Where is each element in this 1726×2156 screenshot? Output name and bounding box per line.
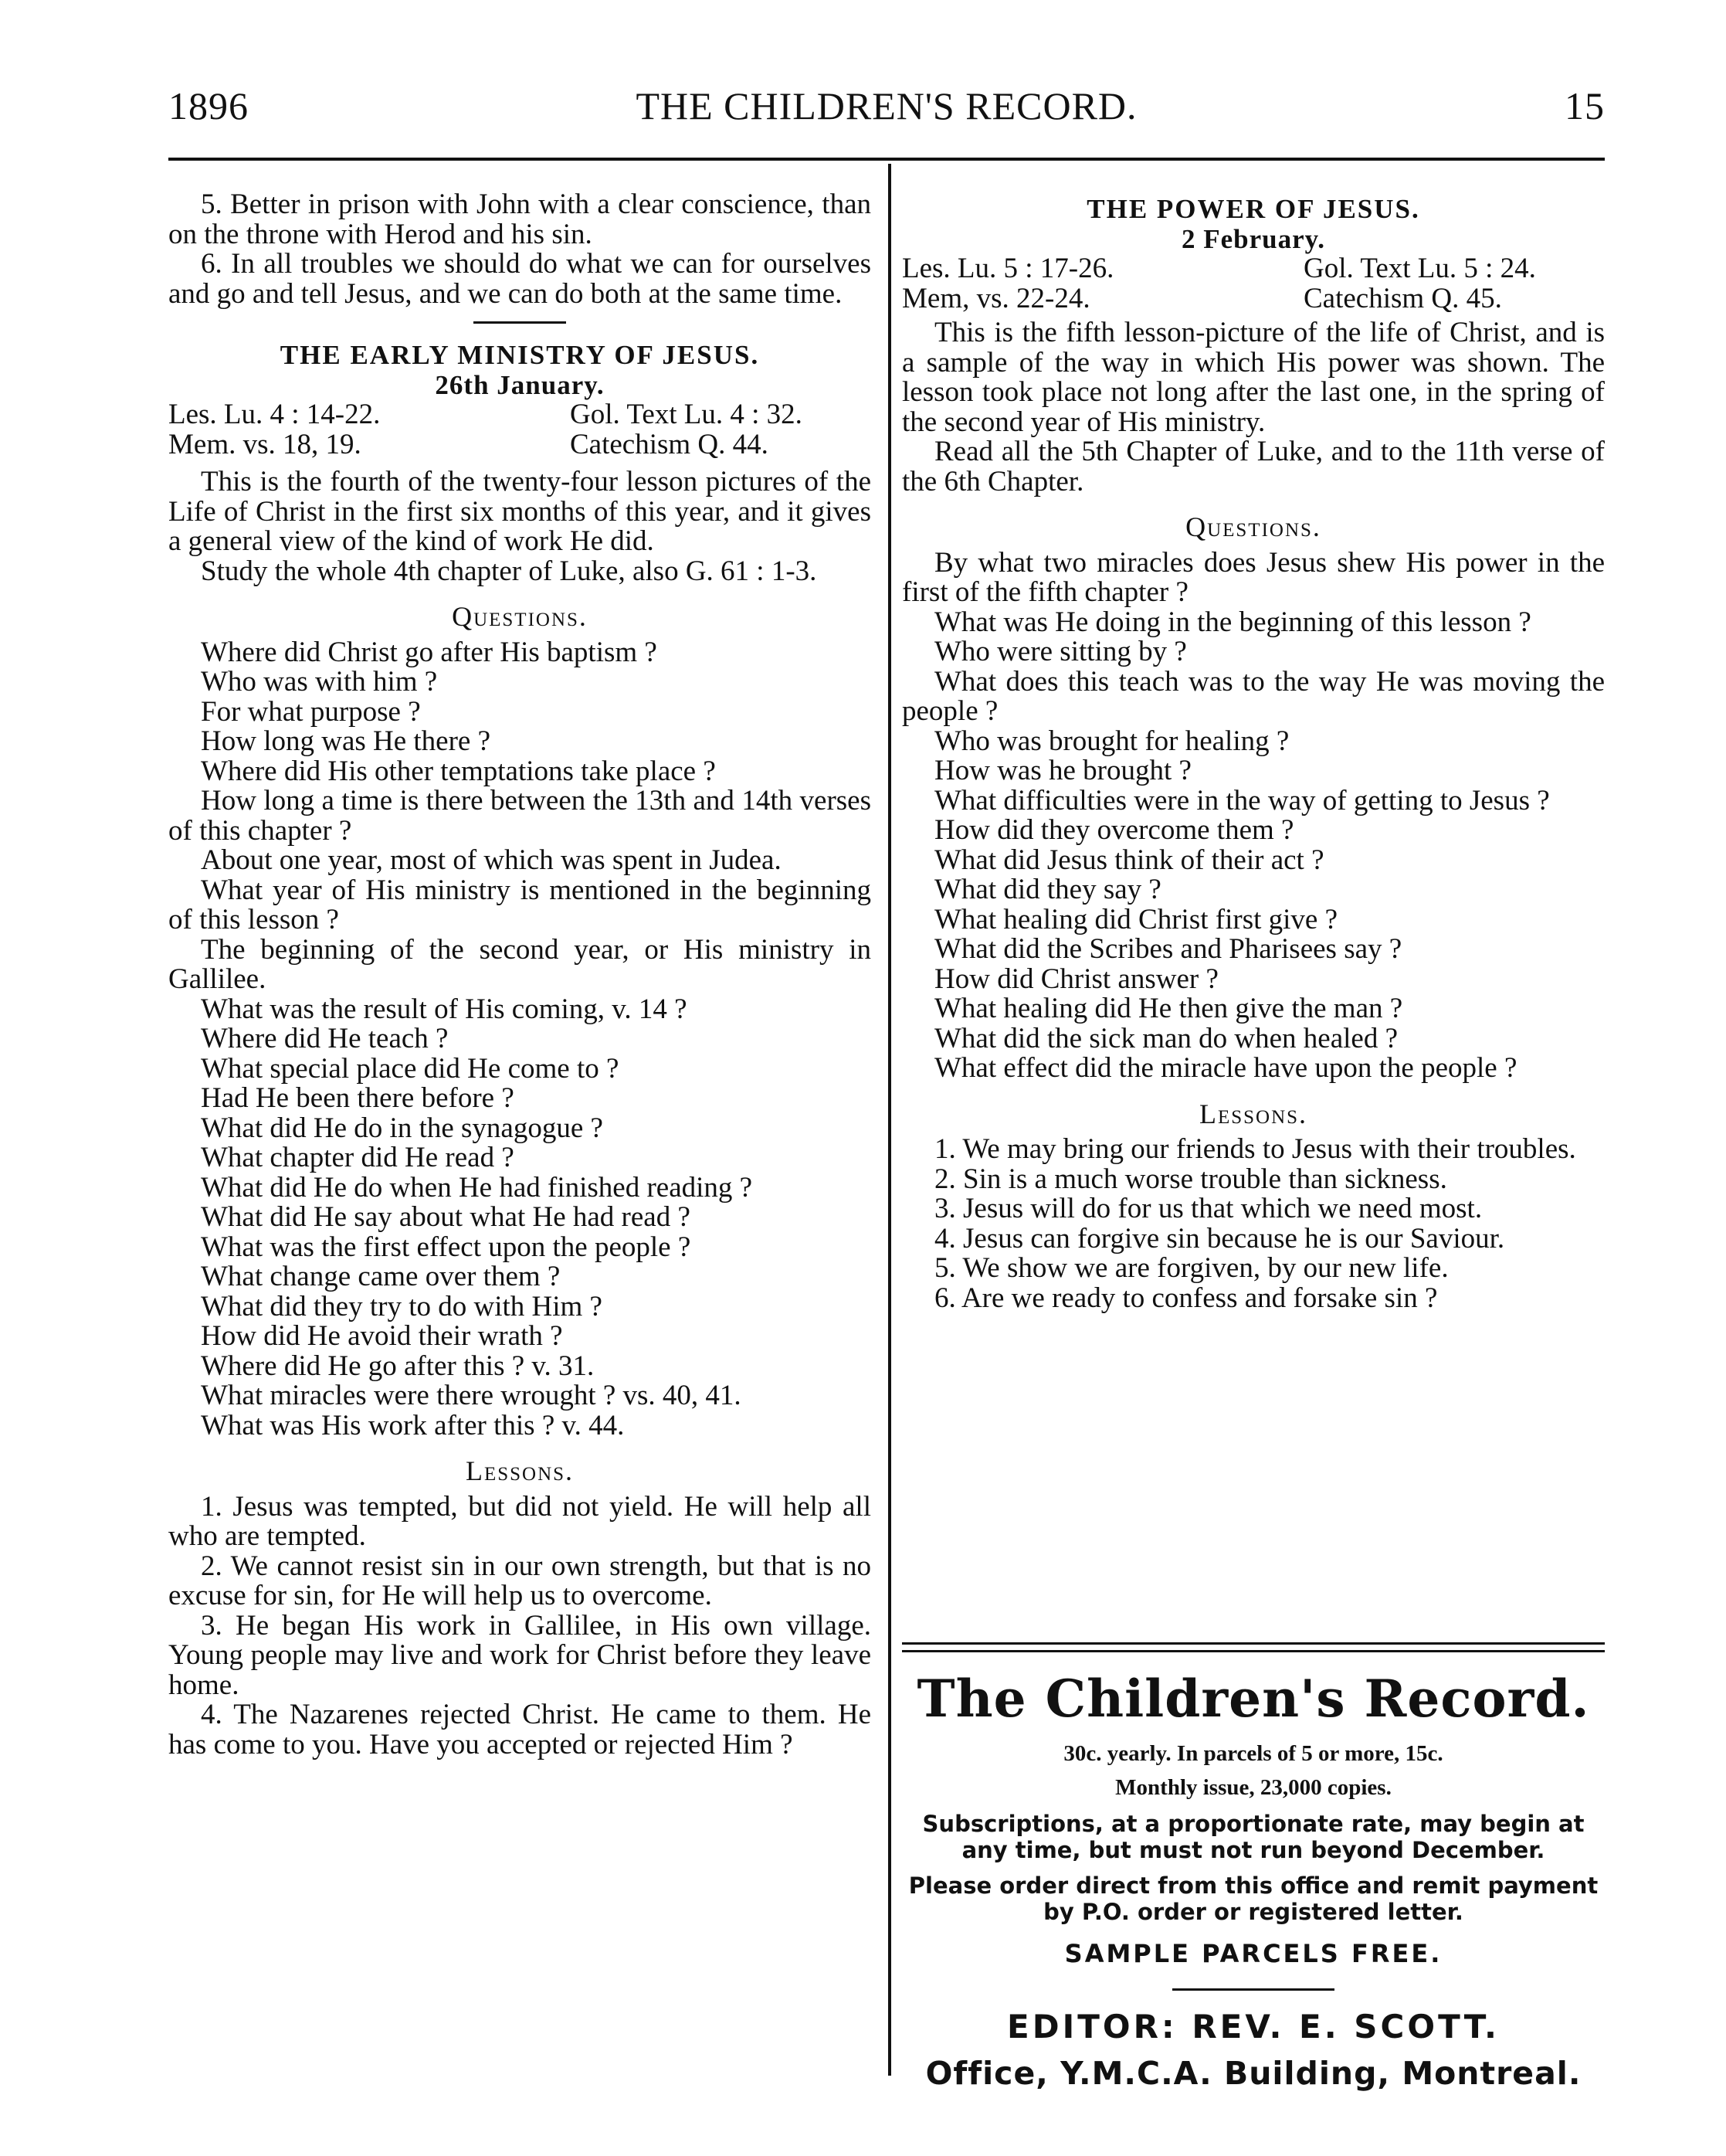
lessons-heading: Lessons. [465,1455,575,1486]
lesson-references [902,254,1605,314]
question-item: Who were sitting by ? [934,636,1187,667]
lesson-date: 2 February. [1182,223,1325,254]
question-item: Who was brought for healing ? [934,725,1290,757]
question-item: What did He do in the synagogue ? [201,1112,603,1144]
header-page-number: 15 [1565,84,1605,127]
question-item: Where did He go after this ? v. 31. [201,1350,595,1382]
column-divider [888,164,891,2076]
subscription-notice [902,1669,1605,2092]
question-item: What healing did Christ first give ? [934,903,1338,935]
lesson-item: 5. We show we are forgiven, by our new life. [934,1252,1449,1284]
question-item: Where did His other temptations take place ? [201,755,716,787]
ad-office: Office, Y.M.C.A. Building, Montreal. [925,2055,1582,2092]
question-item: What was His work after this ? v. 44. [201,1409,625,1441]
question-item: What did the sick man do when healed ? [934,1022,1399,1054]
lesson-item: 3. Jesus will do for us that which we need most. [934,1193,1483,1224]
lesson-item: 2. Sin is a much worse trouble than sickness. [934,1163,1447,1195]
lesson-item: 3. He began His work in Gallilee, in His own village. Young people may live and work for Christ before they leave home. [168,1609,871,1701]
question-item: What did they try to do with Him ? [201,1290,602,1322]
intro-lesson: 5. Better in prison with John with a clear conscience, than on the throne with Herod and his sin. [168,188,871,250]
question-item: What special place did He come to ? [201,1052,619,1085]
questions-heading: Questions. [1185,511,1321,542]
lesson-paragraph: Read all the 5th Chapter of Luke, and to the 11th verse of the 6th Chapter. [902,436,1605,497]
lessons-list [902,1135,1605,1313]
ref-lesson: Les. Lu. 4 : 14-22. [168,399,381,430]
ad-rule-top [902,1642,1605,1645]
question-item: The beginning of the second year, or His ministry in Gallilee. [168,933,871,995]
question-item: How did they overcome them ? [934,814,1294,846]
lesson-references [168,400,871,460]
ad-subscriptions: Subscriptions, at a proportionate rate, may begin at any time, but must not run beyond December. [922,1811,1585,1863]
question-item: What chapter did He read ? [201,1142,514,1173]
questions-list [902,548,1605,1084]
question-item: About one year, most of which was spent in Judea. [201,844,782,876]
lessons-heading: Lessons. [1199,1098,1308,1129]
question-item: What year of His ministry is mentioned in the beginning of this lesson ? [168,874,871,935]
ad-title: The Children's Record. [917,1669,1590,1729]
question-item: What change came over them ? [201,1261,561,1292]
intro-lesson: 6. In all troubles we should do what we can for ourselves and go and tell Jesus, and we can do both at the same time. [168,248,871,310]
lesson-item: 2. We cannot resist sin in our own strength, but that is no excuse for sin, for He will help us to overcome. [168,1550,871,1611]
question-item: What was He doing in the beginning of this lesson ? [934,606,1531,638]
lesson-date: 26th January. [435,369,605,400]
right-column [902,190,1605,1313]
question-item: Where did He teach ? [201,1023,449,1054]
question-item: What does this teach was to the way He was moving the people ? [902,665,1605,727]
question-item: What healing did He then give the man ? [934,993,1403,1024]
ref-memory: Mem. vs. 18, 19. [168,428,361,460]
question-item: What was the first effect upon the people ? [201,1231,691,1263]
ad-editor: EDITOR: REV. E. SCOTT. [1007,2008,1500,2046]
ref-catechism: Catechism Q. 45. [1304,282,1502,314]
lesson-item: 4. The Nazarenes rejected Christ. He came to them. He has come to you. Have you accepted or rejected Him ? [168,1699,871,1760]
section-rule [473,321,566,324]
header-year: 1896 [168,84,249,127]
question-item: Who was with him ? [201,666,438,698]
lessons-list [168,1492,871,1760]
lesson-paragraph: This is the fifth lesson-picture of the life of Christ, and is a sample of the way in which His power was shown. The lesson took place not long after the last one, in the spring of the second year of His ministry. [902,317,1605,438]
question-item: Where did Christ go after His baptism ? [201,636,657,668]
question-item: What did they say ? [934,874,1161,905]
ad-order: Please order direct from this office and remit payment by P.O. order or registered letter. [908,1872,1599,1925]
question-item: How long a time is there between the 13th and 14th verses of this chapter ? [168,785,871,847]
ad-short-rule [1172,1988,1334,1991]
question-item: What difficulties were in the way of getting to Jesus ? [934,784,1550,817]
ad-issue: Monthly issue, 23,000 copies. [1115,1775,1392,1800]
ref-lesson: Les. Lu. 5 : 17-26. [902,253,1114,284]
questions-heading: Questions. [452,601,588,632]
lesson-paragraph: Study the whole 4th chapter of Luke, also G. 61 : 1-3. [201,555,817,587]
question-item: What miracles were there wrought ? vs. 40, 41. [201,1380,741,1411]
question-item: How long was He there ? [201,725,491,757]
ref-golden-text: Gol. Text Lu. 4 : 32. [570,399,802,430]
question-item: For what purpose ? [201,695,421,728]
question-item: How was he brought ? [934,755,1192,786]
question-item: What did He say about what He had read ? [201,1201,690,1233]
lesson-item: 1. We may bring our friends to Jesus with their troubles. [934,1133,1576,1165]
ad-sample: SAMPLE PARCELS FREE. [1064,1939,1443,1968]
lesson-paragraph: This is the fourth of the twenty-four lesson pictures of the Life of Christ in the first six months of this year, and it gives a general view of the kind of work He did. [168,466,871,557]
lesson-title: THE EARLY MINISTRY OF JESUS. [280,340,760,370]
lesson-item: 4. Jesus can forgive sin because he is our Saviour. [934,1222,1505,1255]
question-item: What was the result of His coming, v. 14 ? [201,993,687,1025]
ad-price: 30c. yearly. In parcels of 5 or more, 15c. [1063,1741,1443,1766]
ref-memory: Mem, vs. 22-24. [902,282,1090,314]
lesson-title: THE POWER OF JESUS. [1087,194,1420,224]
lesson-item: 6. Are we ready to confess and forsake sin ? [934,1282,1438,1314]
ref-catechism: Catechism Q. 44. [570,428,768,460]
question-item: What did He do when He had finished reading ? [201,1171,753,1204]
lesson-item: 1. Jesus was tempted, but did not yield. He will help all who are tempted. [168,1490,871,1552]
ref-golden-text: Gol. Text Lu. 5 : 24. [1304,253,1536,284]
question-item: What did Jesus think of their act ? [934,844,1324,876]
left-column [168,190,871,1760]
header-rule [168,158,1605,161]
questions-list [168,638,871,1441]
ad-rule-bottom [902,1650,1605,1652]
question-item: How did He avoid their wrath ? [201,1320,563,1352]
question-item: How did Christ answer ? [934,963,1219,995]
question-item: By what two miracles does Jesus shew His power in the first of the fifth chapter ? [902,546,1605,608]
header-title: THE CHILDREN'S RECORD. [636,84,1138,127]
question-item: Had He been there before ? [201,1082,514,1114]
question-item: What effect did the miracle have upon the people ? [934,1052,1517,1084]
page-header [168,83,1605,138]
question-item: What did the Scribes and Pharisees say ? [934,933,1402,965]
